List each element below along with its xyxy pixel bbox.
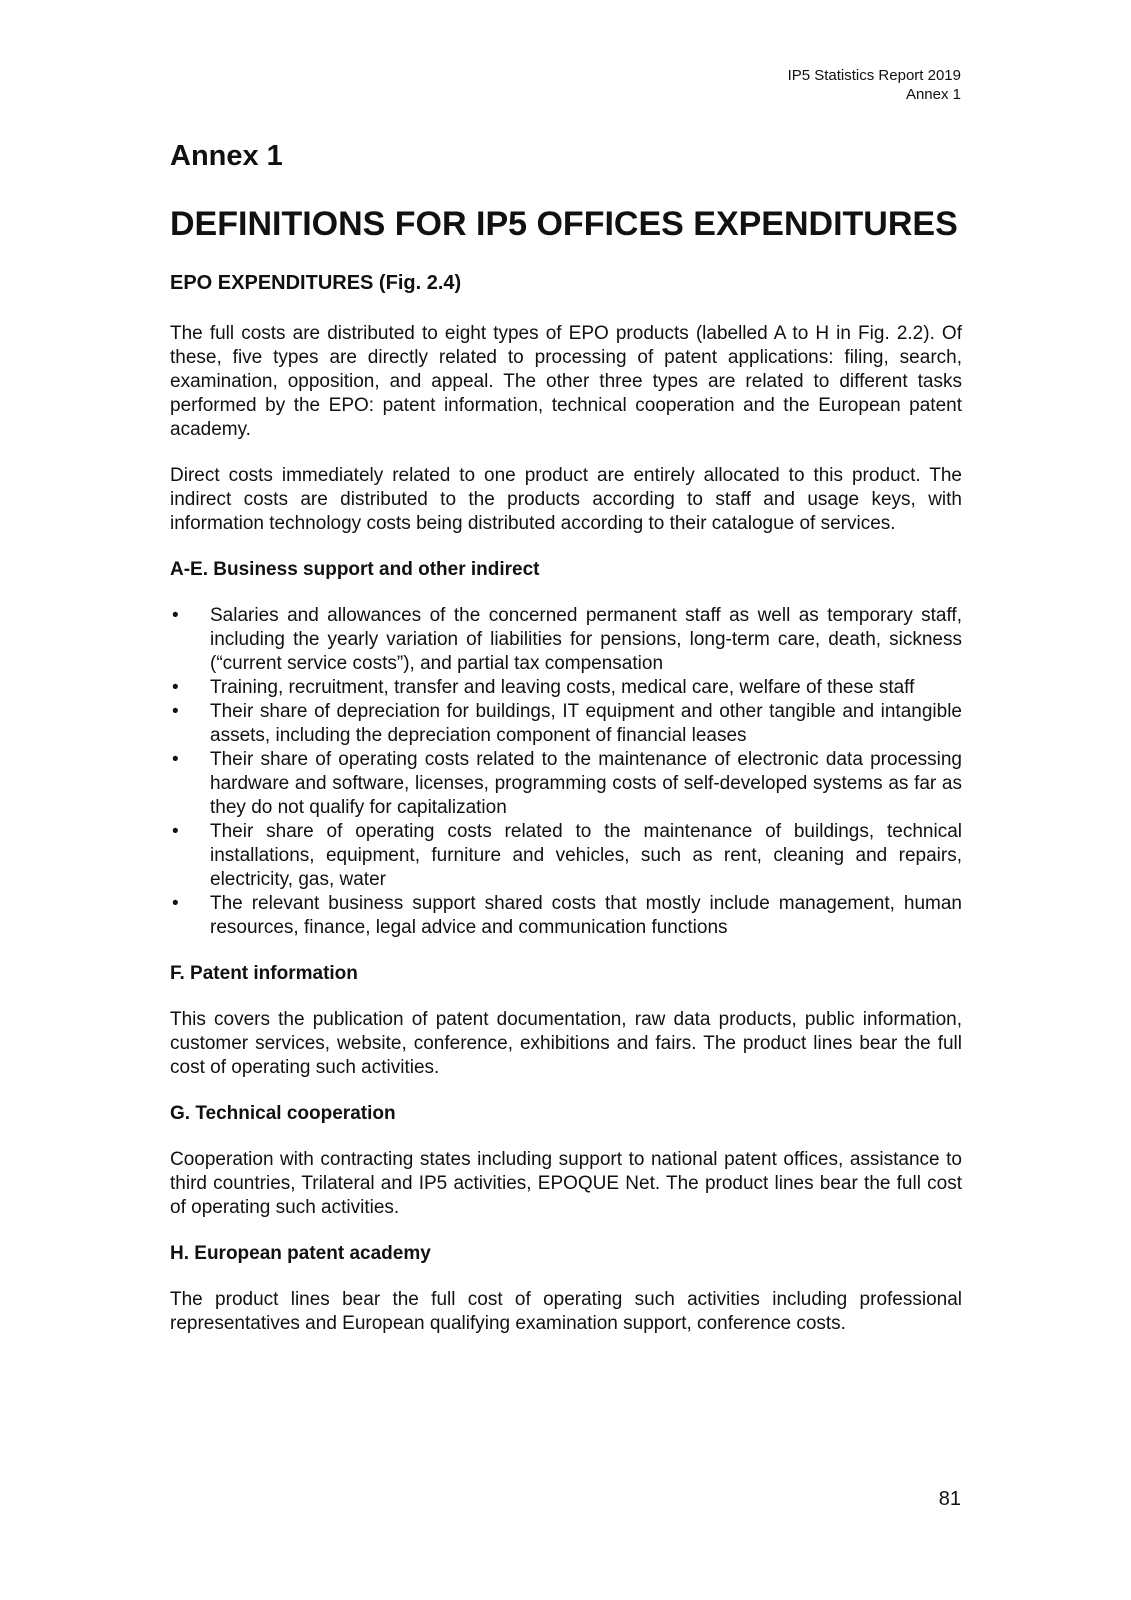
list-item [170, 892, 962, 940]
main-title: DEFINITIONS FOR IP5 OFFICES EXPENDITURES [170, 205, 958, 243]
bullet-icon: • [172, 677, 179, 698]
intro-paragraph-1: The full costs are distributed to eight types of EPO products (labelled A to H in Fig. 2.2). Of these, five types are directly related to processing of patent applications: filing, search, examination, opposition, and appeal. The other three types are related to different tasks performed by the EPO: patent information, technical cooperation and the European patent academy. [170, 323, 962, 440]
list-item-text: Their share of operating costs related to the maintenance of electronic data processing hardware and software, licenses, programming costs of self-developed systems as far as they do not qualify for capitalization [210, 749, 962, 818]
list-item-text: Training, recruitment, transfer and leaving costs, medical care, welfare of these staff [210, 677, 915, 698]
bullet-icon: • [172, 893, 179, 914]
section-g-heading: G. Technical cooperation [170, 1103, 396, 1124]
running-header [788, 66, 961, 104]
bullet-icon: • [172, 605, 179, 626]
list-item [170, 700, 962, 748]
section-h-heading: H. European patent academy [170, 1243, 431, 1264]
section-ae-heading: A-E. Business support and other indirect [170, 559, 540, 580]
section-g-text: Cooperation with contracting states including support to national patent offices, assistance to third countries, Trilateral and IP5 activities, EPOQUE Net. The product lines bear the full cost of operating such activities. [170, 1149, 962, 1218]
page-number: 81 [938, 1488, 961, 1510]
annex-title: Annex 1 [170, 140, 283, 172]
list-item [170, 820, 962, 892]
header-report-title: IP5 Statistics Report 2019 [787, 67, 961, 84]
bullet-icon: • [172, 821, 179, 842]
list-item-text: Their share of operating costs related to the maintenance of buildings, technical installations, equipment, furniture and vehicles, such as rent, cleaning and repairs, electricity, gas, water [210, 821, 962, 890]
bullet-icon: • [172, 701, 179, 722]
intro-paragraph-2: Direct costs immediately related to one product are entirely allocated to this product. The indirect costs are distributed to the products according to staff and usage keys, with information technology costs being distributed according to their catalogue of services. [170, 465, 962, 534]
list-item-text: The relevant business support shared costs that mostly include management, human resources, finance, legal advice and communication functions [210, 893, 962, 938]
list-item [170, 676, 962, 700]
section-ae-bullet-list [170, 604, 962, 940]
section-h-text: The product lines bear the full cost of operating such activities including professional representatives and European qualifying examination support, conference costs. [170, 1289, 962, 1334]
bullet-icon: • [172, 749, 179, 770]
header-section: Annex 1 [905, 86, 961, 103]
page-content [170, 130, 962, 1336]
list-item-text: Their share of depreciation for buildings, IT equipment and other tangible and intangible assets, including the depreciation component of financial leases [210, 701, 962, 746]
list-item [170, 604, 962, 676]
section-f-heading: F. Patent information [170, 963, 358, 984]
list-item-text: Salaries and allowances of the concerned permanent staff as well as temporary staff, including the yearly variation of liabilities for pensions, long-term care, death, sickness (“current service costs”), and partial tax compensation [210, 605, 962, 674]
section-f-text: This covers the publication of patent documentation, raw data products, public information, customer services, website, conference, exhibitions and fairs. The product lines bear the full cost of operating such activities. [170, 1009, 962, 1078]
section-title: EPO EXPENDITURES (Fig. 2.4) [170, 272, 462, 294]
list-item [170, 748, 962, 820]
